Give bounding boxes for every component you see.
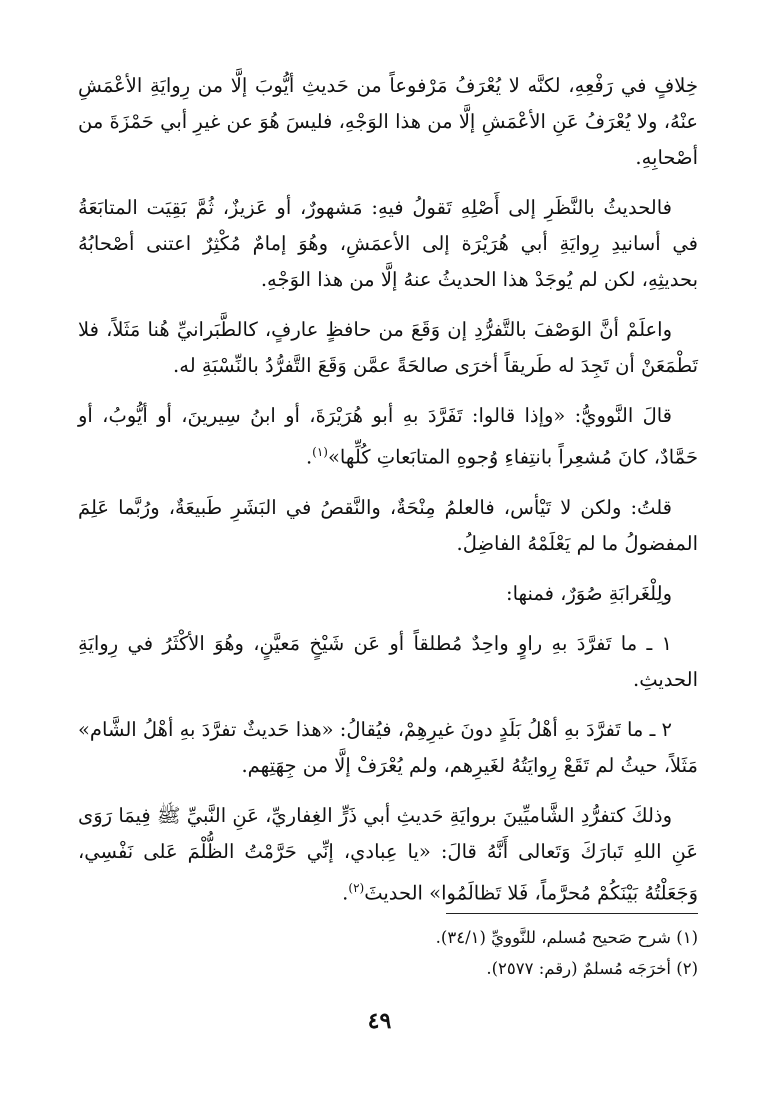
paragraph (78, 712, 698, 784)
paragraph (78, 312, 698, 384)
paragraph-text: ١ ـ ما تَفرَّدَ بهِ راوٍ واحِدٌ مُطلقاً أو عَن شَيْخٍ مَعيَّنٍ، وهُوَ الأكْثَرُ في رِوايَةِ الحديثِ. (78, 631, 698, 691)
paragraph-text: واعلَمْ أنَّ الوَصْفَ بالتَّفرُّدِ إن وَقَعَ من حافظٍ عارفٍ، كالطَّبَرانيِّ هُنا مَثَلاً، فلا تَطْمَعَنْ أن تَجِدَ له طَريقاً أخرَى صالحَةً عمَّن وَقَعَ التَّفرُّدُ بالنِّسْبَةِ له. (78, 318, 698, 377)
footnote-marker: (٢) (676, 959, 698, 978)
paragraph-end-punctuation: . (342, 881, 349, 904)
paragraph-text: ٢ ـ ما تَفرَّدَ بهِ أهْلُ بَلَدٍ دونَ غيرِهِمْ، فيُقالُ: «هذا حَديثٌ تفرَّدَ بهِ أهْلُ الشَّام» مَثَلاً، حيثُ لم تَقَعْ رِوايَتُهُ لغَيرِهم، ولم يُعْرَفْ إلَّا من جِهَتِهم. (78, 717, 698, 777)
paragraph-text: قلتُ: ولكن لا تَيْأس، فالعلمُ مِنْحَةٌ، والنَّقصُ في البَشَرِ طَبيعَةٌ، ورُبَّما عَلِمَ المفضولُ ما لم يَعْلَمْهُ الفاضِلُ. (78, 495, 698, 555)
main-text (78, 68, 698, 925)
footnote-reference: (١) (312, 445, 328, 459)
paragraph-end-punctuation: . (305, 445, 313, 469)
footnote (78, 953, 698, 984)
paragraph (78, 626, 698, 698)
footnote-reference: (٢) (348, 880, 365, 895)
footnotes (78, 922, 698, 984)
paragraph (78, 798, 698, 912)
paragraph (78, 576, 698, 612)
paragraph-text: فالحديثُ بالنَّظَرِ إلى أَصْلِهِ تَقولُ فيهِ: مَشهورٌ، أو عَزيزٌ، ثُمَّ بَقِيَت المتابَعَةُ في أسانيدِ رِوايَةِ أبي هُرَيْرَة إلى الأعمَشِ، وهُوَ إمامٌ مُكْثِرٌ اعتنى أصْحابُهُ بحديثِهِ، لكن لم يُوجَدْ هذا الحديثُ عنهُ إلَّا من هذا الوَجْهِ. (78, 196, 698, 291)
footnote-text: أخرَجَه مُسلمٌ (رقم: ٢٥٧٧). (486, 959, 671, 978)
paragraph (78, 68, 698, 176)
footnote (78, 922, 698, 953)
paragraph-text: وذلكَ كتفرُّدِ الشَّاميِّينَ بروايَةِ حَديثِ أبي ذَرٍّ الغِفاريِّ، عَنِ النَّبيِّ ﷺ فِيمَا رَوَى عَنِ اللهِ تَبارَكَ وَتَعالى أَنَّهُ قالَ: «يا عِبادي، إنِّي حَرَّمْتُ الظُّلْمَ عَلى نَفْسِي، وَجَعَلْتُهُ بَيْنَكُمْ مُحرَّماً، فَلا تَظالَمُوا» الحديثَ (78, 803, 698, 904)
page-number: ٤٩ (367, 1008, 392, 1034)
paragraph (78, 490, 698, 562)
paragraph (78, 190, 698, 298)
footnote-marker: (١) (676, 928, 698, 947)
paragraph-text: قالَ النَّوويُّ: «وإذا قالوا: تَفَرَّدَ بهِ أبو هُرَيْرَةَ، أو ابنُ سِيرينَ، أو أيُّوبُ، أو حَمَّادٌ، كانَ مُشعِراً بانتِفاءِ وُجوهِ المتابَعاتِ كُلِّها» (78, 404, 698, 469)
paragraph-text: خِلافٍ في رَفْعِهِ، لكنَّه لا يُعْرَفُ مَرْفوعاً من حَديثِ أيُّوبَ إلَّا من رِوايَةِ الأعْمَشِ عنْهُ، ولا يُعْرَفُ عَنِ الأعْمَشِ إلَّا من هذا الوَجْهِ، فليسَ هُوَ عن غيرِ أبي حَمْزَةَ من أصْحابِهِ. (78, 74, 698, 169)
paragraph-text: ولِلْغَرابَةِ صُوَرٌ، فمنها: (506, 581, 672, 605)
footnote-text: شرح صَحيح مُسلم، للنَّوويِّ (٣٤/١). (435, 928, 671, 947)
footnote-divider (446, 913, 698, 914)
paragraph (78, 398, 698, 476)
